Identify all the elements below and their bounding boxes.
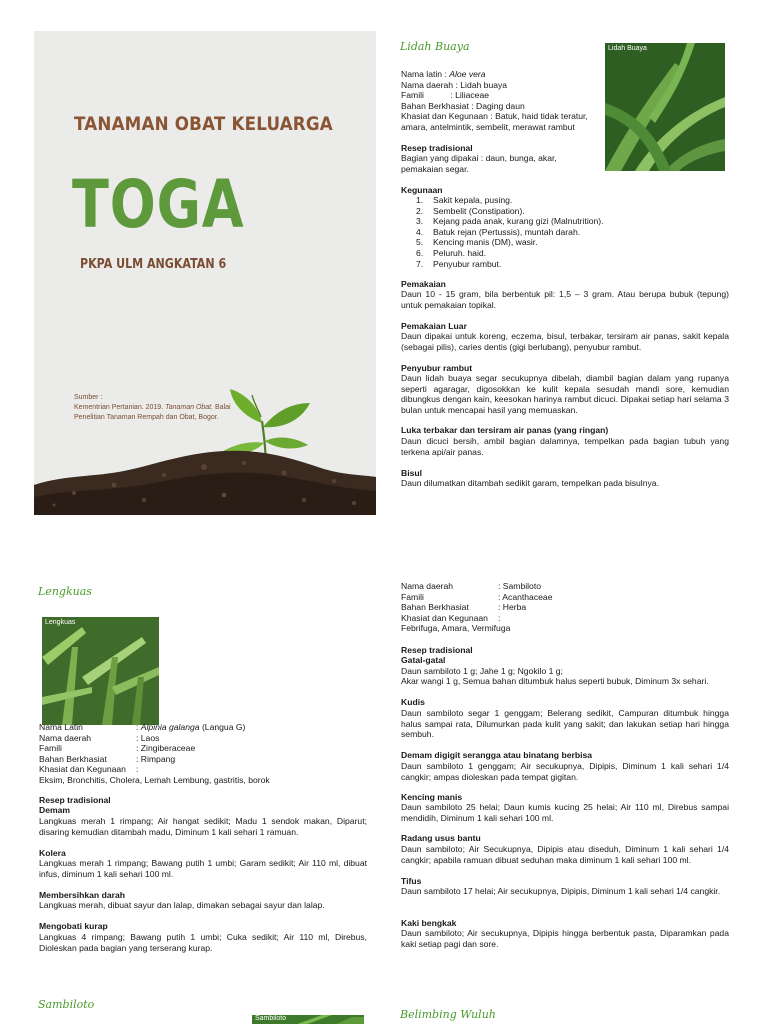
list-item: 1. Sakit kepala, pusing. <box>416 195 513 205</box>
sambiloto-page <box>384 560 768 1000</box>
pemakaian-luar-text: Daun dipakai untuk koreng, eczema, bisul, terbakar, tersiram air panas, sakit kepala (sebagai pilis), caries dentis (gigi berlubang), penyubur rambut. <box>401 331 729 352</box>
pemakaian-luar-title: Pemakaian Luar <box>401 321 467 331</box>
aloe-photo <box>605 43 725 171</box>
kencing-text: Daun sambiloto 25 helai; Daun kumis kucing 25 helai; Air 110 ml, Direbus sampai mendidih, Diminum 1 kali sehari 100 ml. <box>401 802 729 823</box>
gatal-title: Gatal-gatal <box>401 655 446 665</box>
kegunaan-list <box>416 195 716 269</box>
lengkuas-illustration <box>42 617 159 725</box>
list-item: 6. Peluruh. haid. <box>416 247 487 258</box>
khasiat-text: Eksim, Bronchitis, Cholera, Lemah Lembung, gastritis, borok <box>39 774 270 785</box>
sambiloto-heading: Sambiloto <box>38 998 95 1011</box>
kencing-title: Kencing manis <box>401 792 463 802</box>
info-nama-daerah: Nama daerah : Lidah buaya <box>401 79 508 90</box>
belimbing-heading: Belimbing Wuluh <box>400 1008 496 1021</box>
resep-title: Resep tradisional <box>39 795 111 805</box>
cover-group: PKPA ULM ANGKATAN 6 <box>80 257 227 272</box>
cover-subtitle: TANAMAN OBAT KELUARGA <box>74 113 333 135</box>
source-line1: Kementrian Pertanian. 2019. Tanaman Obat. Balai <box>74 404 231 411</box>
aloe-caption: Lidah Buaya <box>608 45 647 52</box>
info-khasiat: Khasiat dan Kegunaan : <box>401 612 501 623</box>
list-item: 4. Batuk rejan (Pertussis), muntah darah. <box>416 226 581 237</box>
kurap-text: Langkuas 4 rimpang; Bawang putih 1 umbi; Cuka sedikit; Air 110 ml, Direbus, Dioleskan pada bagian yang terserang kurap. <box>39 932 367 953</box>
demam-text: Langkuas merah 1 rimpang; Air hangat sedikit; Madu 1 sendok makan, Diparut; disaring kemudian ditambah madu, Diminum 1 kali sehari 1 ramuan. <box>39 816 367 837</box>
kudis-text: Daun sambiloto segar 1 genggam; Belerang sedikit, Campuran ditumbuk hingga halus sampai rata, Dilumurkan pada kulit yang sakit; dan lakukan setiap hari hingga sembuh. <box>401 708 729 740</box>
info-nama-daerah: Nama daerah : Sambiloto <box>401 581 541 591</box>
lengkuas-heading: Lengkuas <box>38 585 92 598</box>
penyubur-text: Daun lidah buaya segar secukupnya dibelah, diambil bagian dalam yang rupanya seperti agaragar, digosokkan ke kulit kepala sesudah mandi sore, kemudian dibungkus dengan kain, keesokan harinya rambut dicuci. Dipakai setiap hari selama 3 bulan untuk mencapai hasil yang memuaskan. <box>401 373 729 415</box>
bisul-text: Daun dilumatkan ditambah sedikit garam, tempelkan pada bisulnya. <box>401 478 659 488</box>
penyubur-title: Penyubur rambut <box>401 363 473 373</box>
aloe-illustration <box>605 43 725 171</box>
kolera-text: Langkuas merah 1 rimpang; Bawang putih 1 umbi; Garam sedikit; Air 110 ml, dibuat infus, diminum 1 kali sehari 100 ml. <box>39 858 367 879</box>
lidah-buaya-heading: Lidah Buaya <box>400 40 470 53</box>
info-khasiat: Khasiat dan Kegunaan : Batuk, haid tidak teratur, amara, antelmintik, sembelit, merawat rambut <box>401 111 588 132</box>
kudis-title: Kudis <box>401 697 425 707</box>
gatal-text-1: Daun sambiloto 1 g; Jahe 1 g; Ngokilo 1 g; <box>401 666 563 676</box>
kurap-title: Mengobati kurap <box>39 921 108 931</box>
pemakaian-text: Daun 10 - 15 gram, bila berbentuk pil: 1,5 – 3 gram. Atau berupa bubuk (tepung) untuk pemakaian topikal. <box>401 289 729 310</box>
demam-title: Demam digigit serangga atau binatang berbisa <box>401 750 593 760</box>
info-famili: Famili : Zingiberaceae <box>39 743 196 754</box>
darah-title: Membersihkan darah <box>39 890 125 900</box>
demam-text: Daun sambiloto 1 genggam; Air secukupnya, Dipipis, Diminum 1 kali sehari 1/4 cangkir; ampas dioleskan pada tempat gigitan. <box>401 761 729 782</box>
source-label: Sumber : <box>74 394 103 401</box>
list-item: 2. Sembelit (Constipation). <box>416 205 525 216</box>
resep-text: Bagian yang dipakai : daun, bunga, akar, pemakaian segar. <box>401 153 557 174</box>
resep-title: Resep tradisional <box>401 645 473 655</box>
luka-text: Daun dicuci bersih, ambil bagian dalamnya, tempelkan pada bagian tubuh yang terkena api/air panas. <box>401 436 729 457</box>
source-line2: Penelitian Tanaman Rempah dan Obat, Bogor. <box>74 414 219 421</box>
sambiloto-info <box>401 581 601 634</box>
lengkuas-caption: Lengkuas <box>45 619 76 626</box>
info-famili: Famili : Liliaceae <box>401 90 490 101</box>
lidah-buaya-info <box>401 69 601 133</box>
tifus-text: Daun sambiloto 17 helai; Air secukupnya, Dipipis, Diminum 1 kali sehari 1/4 cangkir. <box>401 886 721 896</box>
gatal-text-2: Akar wangi 1 g, Semua bahan ditumbuk halus seperti bubuk, Diminum 3x sehari. <box>401 676 709 686</box>
khasiat-text: Febrifuga, Amara, Vermifuga <box>401 623 511 634</box>
resep-title: Resep tradisional <box>401 143 473 153</box>
lengkuas-info <box>39 722 369 786</box>
tifus-title: Tifus <box>401 876 422 886</box>
sambiloto-photo <box>252 1013 364 1024</box>
info-bahan: Bahan Berkhasiat : Daging daun <box>401 100 525 111</box>
luka-title: Luka terbakar dan tersiram air panas (yang ringan) <box>401 425 609 435</box>
list-item: 3. Kejang pada anak, kurang gizi (Malnutrition). <box>416 216 604 227</box>
radang-title: Radang usus bantu <box>401 833 481 843</box>
pemakaian-title: Pemakaian <box>401 279 446 289</box>
cover-title: TOGA <box>72 166 245 243</box>
kaki-text: Daun sambiloto; Air secukupnya, Dipipis hingga berbentuk pasta, Diparamkan pada kaki setiap pagi dan sore. <box>401 928 729 949</box>
sambiloto-caption: Sambiloto <box>255 1015 287 1022</box>
info-bahan: Bahan Berkhasiat : Herba <box>401 602 527 613</box>
lengkuas-page <box>0 560 384 1000</box>
info-nama-latin: Nama Latin : Alpinia galanga (Langua G) <box>39 722 246 732</box>
radang-text: Daun sambiloto; Air Secukupnya, Dipipis atau diseduh, Diminum 1 kali sehari 1/4 cangkir; apabila ramuan dibuat seduhan maka diminum 1 kali sehari 100 ml. <box>401 844 729 865</box>
lengkuas-photo <box>42 617 159 725</box>
info-bahan: Bahan Berkhasiat : Rimpang <box>39 753 176 764</box>
info-famili: Famili : Acanthaceae <box>401 591 553 602</box>
list-item: 5. Kencing manis (DM), wasir. <box>416 237 538 248</box>
kegunaan-title: Kegunaan <box>401 185 443 195</box>
info-nama-daerah: Nama daerah : Laos <box>39 732 160 743</box>
info-nama-latin: Nama latin : Aloe vera <box>401 69 486 79</box>
kaki-title: Kaki bengkak <box>401 918 457 928</box>
kolera-title: Kolera <box>39 848 66 858</box>
info-khasiat: Khasiat dan Kegunaan : <box>39 764 139 775</box>
darah-text: Langkuas merah, dibuat sayur dan lalap, dimakan sebagai sayur dan lalap. <box>39 900 325 910</box>
demam-title: Demam <box>39 805 71 815</box>
list-item: 7. Penyubur rambut. <box>416 258 502 269</box>
bisul-title: Bisul <box>401 468 423 478</box>
